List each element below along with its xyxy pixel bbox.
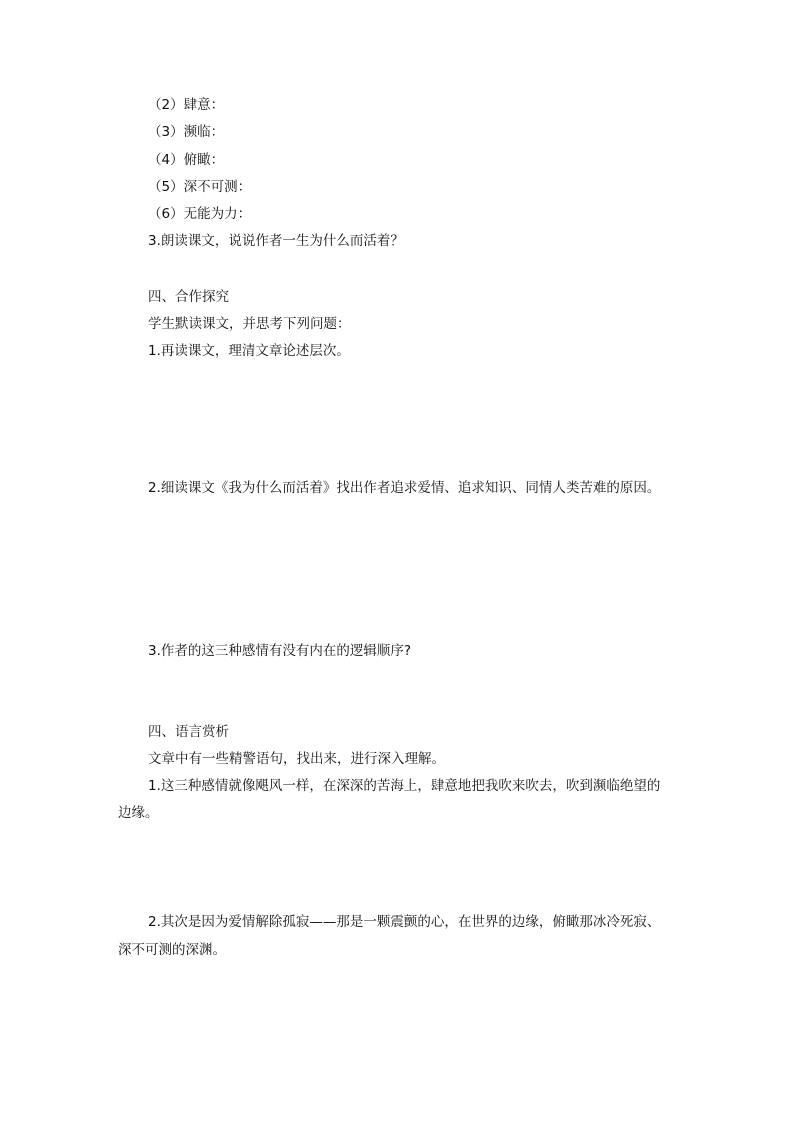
vocab-item-4: （4）俯瞰： <box>148 152 225 168</box>
vocab-item-3: （3）濒临： <box>148 124 225 140</box>
vocab-item-5: （5）深不可测： <box>148 179 252 195</box>
vocab-item-6: （6）无能为力： <box>148 206 252 222</box>
sentence-2-line-1: 2.其次是因为爱情解除孤寂——那是一颗震颤的心，在世界的边缘，俯瞰那冰冷死寂、 <box>148 914 661 930</box>
question-read-aloud: 3.朗读课文，说说作者一生为什么而活着？ <box>148 233 404 249</box>
section-heading-language: 四、语言赏析 <box>148 724 229 740</box>
section-intro-cooperate: 学生默读课文，并思考下列问题： <box>148 316 351 332</box>
sentence-1-line-1: 1.这三种感情就像飓风一样，在深深的苦海上，肆意地把我吹来吹去，吹到濒临绝望的 <box>148 778 661 794</box>
section-heading-cooperate: 四、合作探究 <box>148 289 229 305</box>
question-reasons: 2.细读课文《我为什么而活着》找出作者追求爱情、追求知识、同情人类苦难的原因。 <box>148 480 661 496</box>
sentence-2-line-2: 深不可测的深渊。 <box>118 942 226 958</box>
vocab-item-2: （2）肆意： <box>148 97 225 113</box>
section-intro-language: 文章中有一些精警语句，找出来，进行深入理解。 <box>148 751 445 767</box>
sentence-1-line-2: 边缘。 <box>118 805 159 821</box>
question-structure: 1.再读课文，理清文章论述层次。 <box>148 343 350 359</box>
question-logic-order: 3.作者的这三种感情有没有内在的逻辑顺序? <box>148 643 412 659</box>
